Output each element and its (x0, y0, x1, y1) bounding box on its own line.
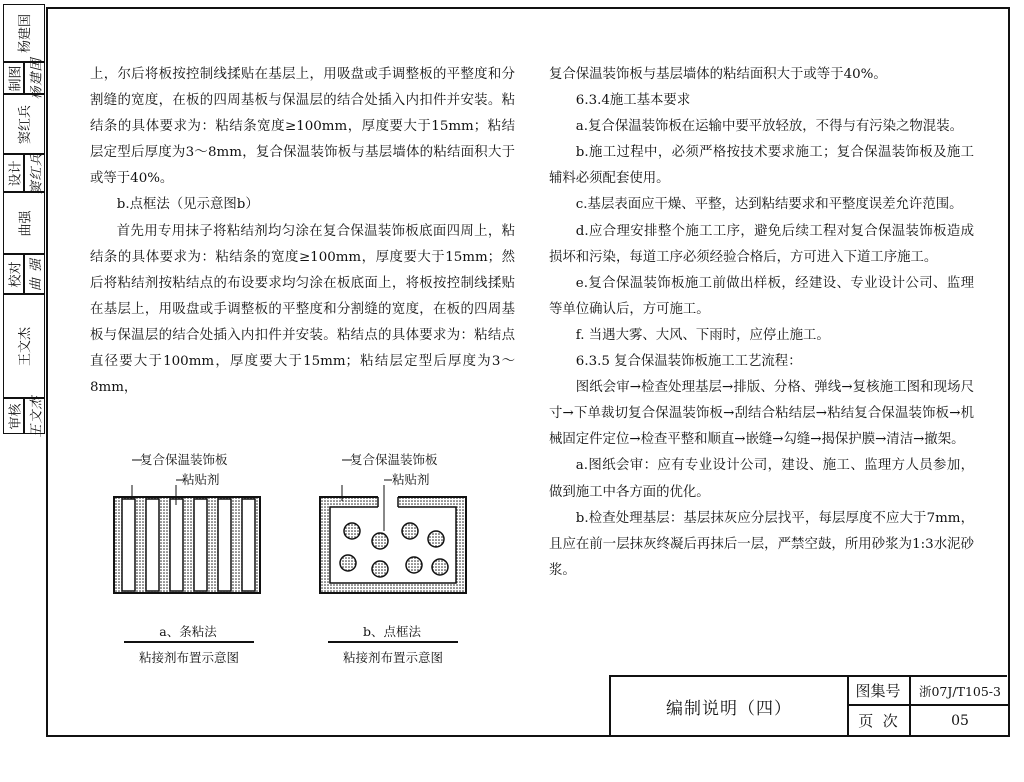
figure-a-caption-rule (124, 640, 254, 644)
figure-b-label-board: 复合保温装饰板 (350, 452, 438, 467)
figure-b-dot (344, 523, 360, 539)
figure-a-board (114, 497, 260, 593)
sidebar-sig-drawing: 杨建国 (24, 62, 45, 94)
figure-b-caption: 粘接剂布置示意图 (342, 650, 443, 665)
figure-a-caption: 粘接剂布置示意图 (138, 650, 239, 665)
figure-a-strip (170, 499, 183, 591)
figure-a-leader-ticks (130, 455, 210, 485)
figure-a-label-board: 复合保温装饰板 (140, 452, 228, 467)
sidebar-label-drawing: 制图 (3, 62, 24, 94)
figure-b-gap (378, 493, 398, 509)
right-paragraph: 图纸会审→检查处理基层→排版、分格、弹线→复核施工图和现场尺寸→下单裁切复合保温装饰板→刮结合粘结层→粘结复合保温装饰板→机械固定件定位→检查平整和顺直→嵌缝→勾缝→揭保护膜→清洁→撤架。 (549, 380, 974, 448)
figure-b-subtitle: b、点框法 (362, 624, 421, 639)
figure-a-strip (218, 499, 231, 591)
right-column-text (549, 62, 974, 584)
atlas-number-label: 图集号 (847, 677, 911, 706)
right-paragraph: b.施工过程中，必须严格按技术要求施工；复合保温装饰板及施工辅料必须配套使用。 (549, 145, 974, 187)
sidebar-label-design: 设计 (3, 154, 24, 192)
right-paragraph: b.检查处理基层：基层抹灰应分层找平，每层厚度不应大于7mm，且应在前一层抹灰终凝后再抹后一层，严禁空鼓，所用砂浆为1:3水泥砂浆。 (549, 510, 974, 578)
figure-b-label-adhesive: 粘贴剂 (392, 472, 430, 487)
sidebar-name-design: 窦红兵 (3, 94, 45, 154)
figure-a-strip (146, 499, 159, 591)
figure-b-diagram (318, 485, 468, 595)
sidebar-label-review: 审核 (3, 398, 24, 434)
figure-b-dot (372, 561, 388, 577)
figure-b-caption-rule (328, 640, 458, 644)
right-paragraph: 复合保温装饰板与基层墙体的粘结面积大于或等于40%。 (549, 67, 887, 82)
page-number-value: 05 (951, 712, 969, 729)
page-number-label: 页 次 (847, 706, 911, 735)
left-paragraph-1: 上，尔后将板按控制线揉贴在基层上，用吸盘或手调整板的平整度和分割缝的宽度，在板的四周基板与保温层的结合处插入内扣件并安装。粘结条的具体要求为：粘结条宽度≥100mm，厚度要大于15mm；粘结层定型后厚度为3～8mm，复合保温装饰板与基层墙体的粘结面积大于或等于40%。 (90, 67, 515, 187)
right-paragraph: e.复合保温装饰板施工前做出样板，经建设、专业设计公司、监理等单位确认后，方可施工。 (549, 275, 974, 317)
right-paragraph: f. 当遇大雾、大风、下雨时，应停止施工。 (575, 327, 830, 343)
figure-a-label-adhesive: 粘贴剂 (182, 472, 220, 487)
right-paragraph: a.复合保温装饰板在运输中要平放轻放，不得与有污染之物混装。 (575, 119, 963, 135)
right-paragraph: 6.3.5 复合保温装饰板施工工艺流程： (575, 354, 802, 370)
sidebar-name-review: 王文杰 (3, 294, 45, 398)
figure-a-strip (194, 499, 207, 591)
left-paragraph-2: b.点框法（见示意图b） (116, 197, 259, 213)
figure-a-subtitle: a、条粘法 (159, 624, 217, 639)
figure-b-dot (432, 559, 448, 575)
signature-strip (3, 4, 45, 438)
sidebar-label-proofread: 校对 (3, 254, 24, 294)
sidebar-name-proofread: 曲强 (3, 192, 45, 254)
figure-b-dot (372, 533, 388, 549)
figure-b-dot (428, 531, 444, 547)
figure-b-leader-ticks (340, 455, 420, 485)
title-block-title: 编制说明（四） (611, 677, 849, 735)
right-paragraph: a.图纸会审：应有专业设计公司，建设、施工、监理方人员参加，做到施工中各方面的优化。 (549, 458, 974, 500)
right-paragraph: 6.3.4施工基本要求 (575, 93, 691, 109)
left-column-text (90, 62, 515, 401)
figure-a-strip (122, 499, 135, 591)
left-paragraph-3: 首先用专用抹子将粘结剂均匀涂在复合保温装饰板底面四周上，粘结条的具体要求为：粘结条的宽度≥100mm，厚度要大于15mm；然后将粘结剂按粘结点的布设要求均匀涂在板底面上，将板按控制线揉贴在基层上，用吸盘或手调整板的平整度和分割缝的宽度，在板的四周基板与保温层的结合处插入内扣件并安装。粘结点的具体要求为：粘结点直径要大于100mm，厚度要大于15mm；粘结层定型后厚度为3～8mm， (90, 223, 515, 396)
figure-a-strip (242, 499, 255, 591)
figure-b-dot (340, 555, 356, 571)
sidebar-name-drawing: 杨建国 (3, 4, 45, 62)
figure-a-diagram (112, 485, 262, 595)
right-paragraph: c.基层表面应干燥、平整，达到粘结要求和平整度误差允许范围。 (575, 197, 963, 213)
figure-b-dot (402, 523, 418, 539)
sidebar-sig-proofread: 曲 强 (24, 254, 45, 294)
atlas-number-value: 浙07J/T105-3 (911, 677, 1009, 706)
title-block (609, 675, 1007, 735)
figure-b-dot (406, 557, 422, 573)
sidebar-sig-review: 王文杰 (24, 398, 45, 434)
right-paragraph: d.应合理安排整个施工工序，避免后续工程对复合保温装饰板造成损坏和污染，每道工序必须经验合格后，方可进入下道工序施工。 (549, 223, 974, 265)
sidebar-sig-design: 窦红兵 (24, 154, 45, 192)
